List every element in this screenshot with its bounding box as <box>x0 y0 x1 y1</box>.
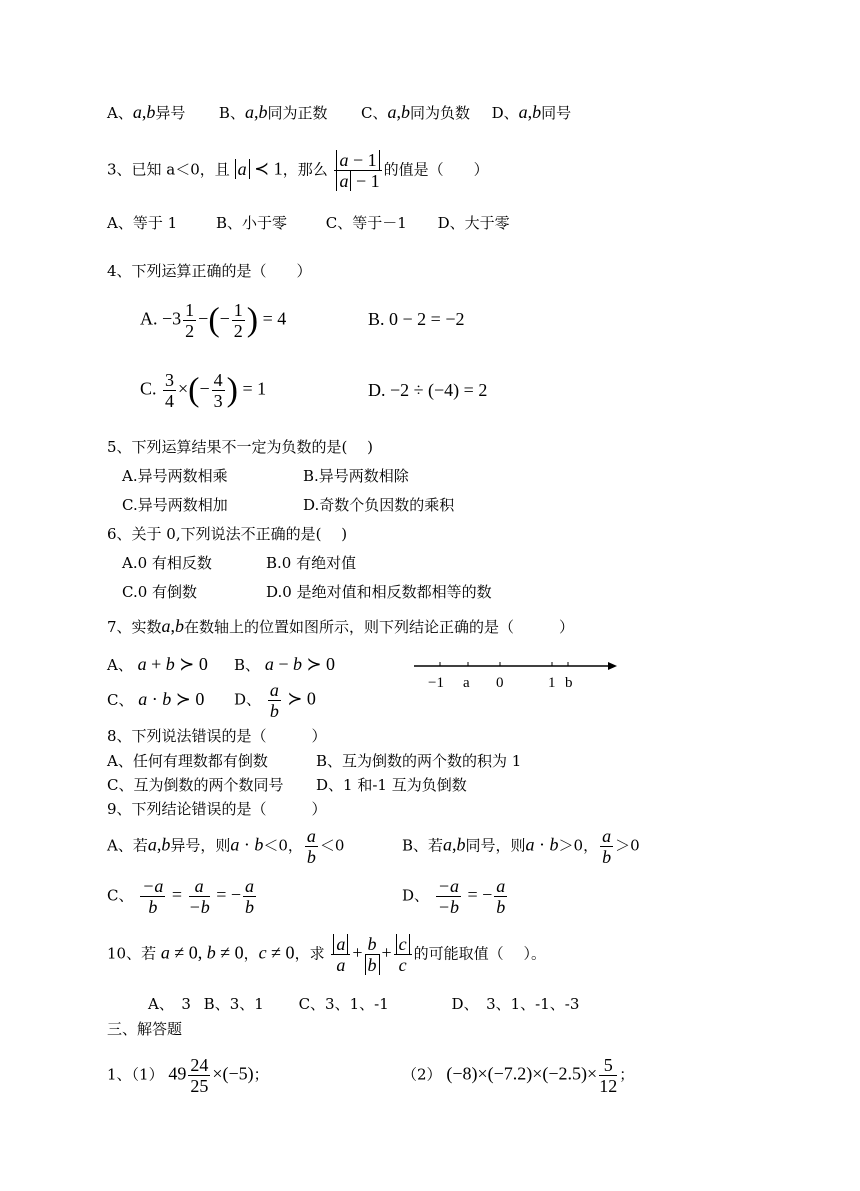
section-title: 三、解答题 <box>107 1020 183 1038</box>
number-line-arrow <box>608 662 617 670</box>
problem-1-semicolon: ； <box>253 1065 269 1084</box>
q10-stem-pre: 10、若 <box>107 944 157 963</box>
q7-option-d: D、 $\frac{a}{b}$ ≻ 0 <box>234 680 316 721</box>
q9-option-c: C、 $\frac{-a}{b}$ = $\frac{a}{-b}$ = − $\frac{a}{b}$ <box>107 876 255 917</box>
q4-option-d-expr: −2 ÷ (−4) = 2 <box>390 380 488 400</box>
problem-2-semicolon: ； <box>619 1065 635 1084</box>
q9-option-c-label: C、 <box>107 886 134 905</box>
q7-option-b-label: B、 <box>234 656 261 674</box>
q7-option-b: B、 a − b ≻ 0 <box>234 654 336 674</box>
problem-1-part-2: （2） (−8)×(−7.2)×(−2.5)× $\frac{5}{12}$ ； <box>402 1055 635 1096</box>
q2-option-d-text: 同号 <box>541 104 572 122</box>
q7-number-line <box>412 652 622 692</box>
q3-option-a: A、等于 1 <box>107 214 178 232</box>
q2-option-b-label: B、 <box>218 104 245 122</box>
q8-option-d: D、1 和-1 互为负倒数 <box>316 776 467 794</box>
q3-fraction: $\frac{a - 1}{a - 1}$ <box>334 150 381 191</box>
q10-option-a: A、 3 <box>148 995 191 1013</box>
q4-stem: 4、下列运算正确的是（ ） <box>107 262 312 280</box>
q10-options <box>148 994 579 1014</box>
q5-option-b: B.异号两数相除 <box>303 467 409 485</box>
q5-option-c: C.异号两数相加 <box>122 496 228 514</box>
q5-stem: 5、下列运算结果不一定为负数的是( ) <box>107 438 374 456</box>
q2-option-c-text: 同为负数 <box>410 104 471 122</box>
q3-option-b: B、小于零 <box>215 214 287 232</box>
q3-stem-mid: ，那么 <box>282 160 328 179</box>
q4-option-b-label: B. <box>368 309 385 329</box>
q2-option-a-label: A、 <box>107 104 133 122</box>
q8-option-a: A、任何有理数都有倒数 <box>107 752 268 770</box>
q9-option-b: B、若a,b同号，则a · b＞0， $\frac{a}{b}$ ＞0 <box>402 826 640 867</box>
q4-option-d <box>368 380 487 400</box>
problem-1-label: 1、（1） <box>107 1065 164 1084</box>
q10-option-b: B、3、1 <box>203 995 264 1013</box>
q9-option-d-label: D、 <box>402 886 430 905</box>
q2-option-d-label: D、 <box>491 104 519 122</box>
q4-option-d-label: D. <box>368 380 386 400</box>
q7-option-a: A、 a + b ≻ 0 <box>107 654 208 674</box>
q6-option-b: B.0 有绝对值 <box>266 554 357 572</box>
q9-option-a-pre: A、若 <box>107 836 148 855</box>
axis-label-one: 1 <box>548 675 556 691</box>
q7-option-d-label: D、 <box>234 690 262 709</box>
axis-label-b: b <box>565 675 573 691</box>
q2-option-c-label: C、 <box>361 104 388 122</box>
q8-option-b: B、互为倒数的两个数的积为 1 <box>316 752 522 770</box>
q10-stem-mid: ，求 <box>294 944 325 963</box>
q4-option-c-label: C. <box>140 378 157 399</box>
q2-option-a-text: 异号 <box>155 104 186 122</box>
problem-2-label: （2） <box>402 1065 442 1084</box>
q6-option-d: D.0 是绝对值和相反数都相等的数 <box>266 583 492 601</box>
problem-1-part-1: 1、（1） 49 $\frac{24}{25}$ ×(−5)； <box>107 1055 269 1096</box>
q5-option-a: A.异号两数相乘 <box>122 467 228 485</box>
q3-option-d: D、大于零 <box>437 214 510 232</box>
q3-stem-post: 的值是（ ） <box>383 160 489 179</box>
q3-stem-pre: 3、已知 a＜0，且 <box>107 160 230 179</box>
q9-option-a: A、若a,b异号，则a · b＜0， $\frac{a}{b}$ ＜0 <box>107 826 345 867</box>
q5-option-d: D.奇数个负因数的乘积 <box>303 496 455 514</box>
q4-option-b <box>368 309 464 329</box>
q9-option-a-mid: 异号，则 <box>170 836 231 855</box>
q4-option-c: C. $\frac{3}{4}$ ×(− $\frac{4}{3}$ ) = 1 <box>140 370 267 411</box>
q7-stem-pre: 7、实数 <box>107 618 162 636</box>
q9-stem: 9、下列结论错误的是（ ） <box>107 800 327 818</box>
q7-option-c: C、 a · b ≻ 0 <box>107 689 205 709</box>
q6-stem: 6、关于 0,下列说法不正确的是( ) <box>107 525 348 543</box>
q10-option-c: C、3、1、-1 <box>298 995 389 1013</box>
q3-options <box>107 213 510 233</box>
q2-option-b-text: 同为正数 <box>267 104 328 122</box>
axis-label-zero: 0 <box>496 675 504 691</box>
q3-stem: 3、已知 a＜0，且 a ≺ 1，那么 $\frac{a - 1}{a - 1}$ 的值是（ ） <box>107 150 489 191</box>
q8-option-c: C、互为倒数的两个数同号 <box>107 776 284 794</box>
q8-stem: 8、下列说法错误的是（ ） <box>107 727 327 745</box>
q2-options: A、a,b异号 B、a,b同为正数 C、a,b同为负数 D、a,b同号 <box>107 102 572 122</box>
q10-stem: 10、若 a ≠ 0, b ≠ 0，c ≠ 0，求 $\frac{a}{a}$ + $\frac{b}{b}$ + $\frac{c}{c}$ 的可能取值（ ）。 <box>107 934 546 975</box>
q7-stem: 7、实数a,b在数轴上的位置如图所示，则下列结论正确的是（ ） <box>107 616 575 636</box>
axis-label-a: a <box>463 675 470 691</box>
q9-option-b-pre: B、若 <box>402 836 444 855</box>
q9-option-d: D、 $\frac{-a}{-b}$ = − $\frac{a}{b}$ <box>402 876 506 917</box>
q6-option-a: A.0 有相反数 <box>122 554 212 572</box>
q6-option-c: C.0 有倒数 <box>122 583 198 601</box>
q10-stem-post: 的可能取值（ ）。 <box>413 944 546 963</box>
axis-label-minus-one: −1 <box>428 675 444 691</box>
q7-option-c-label: C、 <box>107 691 134 709</box>
q9-option-b-mid: 同号，则 <box>465 836 526 855</box>
q4-option-b-expr: 0 − 2 = −2 <box>389 309 465 329</box>
q3-abs-a: a <box>235 159 250 179</box>
q3-option-c: C、等于－1 <box>325 214 407 232</box>
q4-option-a-label: A. <box>140 308 158 329</box>
q7-stem-post: 在数轴上的位置如图所示，则下列结论正确的是（ ） <box>184 618 575 636</box>
q7-option-a-label: A、 <box>107 656 133 674</box>
q4-option-a: A. −3 $\frac{1}{2}$ −(− $\frac{1}{2}$ ) = 4 <box>140 300 287 341</box>
q10-option-d: D、 3、1、-1、-3 <box>451 995 580 1013</box>
